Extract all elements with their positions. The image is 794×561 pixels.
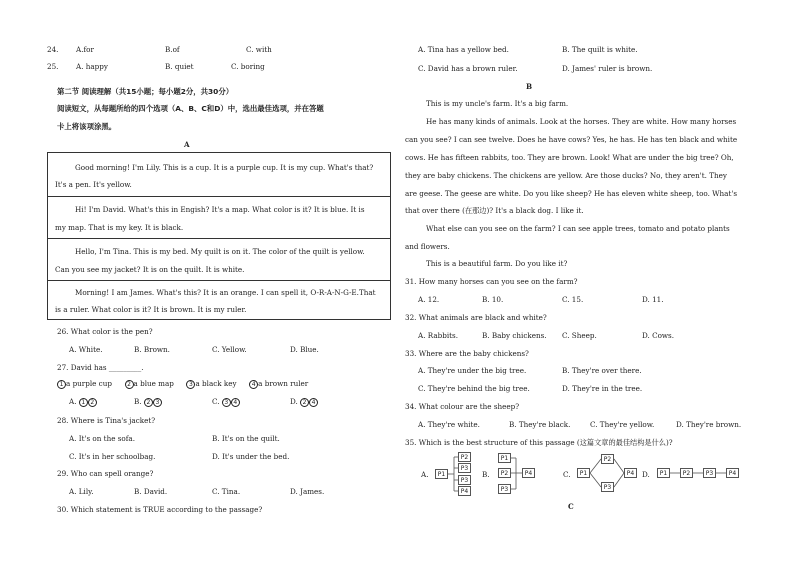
cell-line: Good morning! I'm Lily. This is a cup. It is a purple cup. It is my cup. What's that? — [75, 163, 374, 172]
q35-option-d: D. — [642, 470, 650, 479]
diagram-a-p3b: P3 — [458, 475, 471, 485]
cell-line: Morning! I am James. What's this? It is an orange. I can spell it, O-R-A-N-G-E.That — [75, 288, 376, 297]
diagram-d-p3: P3 — [703, 468, 716, 478]
q26-option-a: A. White. — [69, 345, 103, 354]
diagram-d-p2: P2 — [680, 468, 693, 478]
q31-option-a: A. 12. — [418, 295, 440, 304]
q29-option-b: B. David. — [134, 487, 168, 496]
q32-question: 32. What animals are black and white? — [405, 313, 547, 322]
q28-option-a: A. It's on the sofa. — [69, 434, 135, 443]
diagram-b-p3: P3 — [498, 484, 511, 494]
q27-option-d — [290, 397, 318, 407]
q34-option-b: B. They're black. — [509, 420, 571, 429]
diagram-d-p4: P4 — [726, 468, 739, 478]
option-letter: C. — [212, 397, 220, 406]
diagram-c-p1: P1 — [577, 468, 590, 478]
q34-option-d: D. They're brown. — [676, 420, 742, 429]
passage-b-line: This is my uncle's farm. It's a big farm. — [426, 99, 569, 108]
diagram-a-p3: P3 — [458, 463, 471, 473]
circled-4-icon: 4 — [249, 380, 258, 389]
diagram-c-p3: P3 — [601, 482, 614, 492]
option-letter: A. — [69, 397, 77, 406]
circled-2-icon: 2 — [88, 398, 97, 407]
passage-b-line: and flowers. — [405, 242, 450, 251]
option-letter: D. — [290, 397, 298, 406]
passage-b-line: This is a beautiful farm. Do you like it? — [426, 259, 568, 268]
circled-3-icon: 3 — [222, 398, 231, 407]
q26-option-d: D. Blue. — [290, 345, 319, 354]
structure-diagram-a — [434, 451, 474, 497]
option-letter: B. — [134, 397, 142, 406]
q31-option-d: D. 11. — [642, 295, 664, 304]
instructions-line-2: 卡上将该项涂黑。 — [57, 122, 117, 131]
q33-option-a: A. They're under the big tree. — [418, 366, 527, 375]
q33-question: 33. Where are the baby chickens? — [405, 349, 529, 358]
section-title: 第二节 阅读理解（共15小题；每小题2分，共30分） — [57, 87, 234, 96]
q33-option-d: D. They're in the tree. — [562, 384, 643, 393]
q27-item-3: a black key — [195, 379, 237, 388]
diagram-c-p2: P2 — [601, 454, 614, 464]
q27-item-2: a blue map — [133, 379, 174, 388]
cell-line: is a ruler. What color is it? It is brown. It is my ruler. — [55, 305, 247, 314]
diagram-c-p4: P4 — [624, 468, 637, 478]
q31-option-c: C. 15. — [562, 295, 584, 304]
q32-option-b: B. Baby chickens. — [482, 331, 547, 340]
cell-line: Hi! I'm David. What's this in Engish? It's a map. What color is it? It is blue. It is — [75, 205, 365, 214]
passage-c-label: C — [568, 502, 574, 511]
q31-option-b: B. 10. — [482, 295, 504, 304]
q35-option-a: A. — [421, 470, 429, 479]
passage-cell-david — [48, 197, 390, 239]
diagram-a-p4: P4 — [458, 486, 471, 496]
q32-option-a: A. Rabbits. — [418, 331, 458, 340]
passage-a-table — [47, 152, 391, 320]
structure-diagram-c — [576, 453, 638, 493]
q24-number: 24. — [47, 45, 59, 54]
q30-option-b: B. The quilt is white. — [562, 45, 638, 54]
q27-question: 27. David has _________. — [57, 363, 144, 372]
diagram-a-p2: P2 — [458, 452, 471, 462]
q34-option-a: A. They're white. — [418, 420, 480, 429]
q30-question: 30. Which statement is TRUE according to the passage? — [57, 505, 263, 514]
q35-option-b: B. — [482, 470, 490, 479]
circled-1-icon: 1 — [57, 380, 66, 389]
diagram-d-p1: P1 — [657, 468, 670, 478]
q25-number: 25. — [47, 62, 59, 71]
q27-item-1: a purple cup — [66, 379, 112, 388]
q30-option-c: C. David has a brown ruler. — [418, 64, 518, 73]
circled-4-icon: 4 — [231, 398, 240, 407]
q29-option-a: A. Lily. — [69, 487, 94, 496]
q28-option-d: D. It's under the bed. — [212, 452, 290, 461]
q27-option-c — [212, 397, 240, 407]
cell-line: Can you see my jacket? It is on the quilt. It is white. — [55, 265, 245, 274]
passage-b-line: are geese. The geese are white. Do you like sheep? He has eleven white sheep, too. What's — [405, 189, 738, 198]
q32-option-d: D. Cows. — [642, 331, 675, 340]
passage-cell-tina — [48, 239, 390, 281]
q26-option-c: C. Yellow. — [212, 345, 247, 354]
q27-option-b — [134, 397, 162, 407]
cell-line: my map. That is my key. It is black. — [55, 223, 184, 232]
q29-option-d: D. James. — [290, 487, 325, 496]
passage-b-line: What else can you see on the farm? I can see apple trees, tomato and potato plants — [426, 224, 730, 233]
q26-question: 26. What color is the pen? — [57, 327, 153, 336]
circled-4-icon: 4 — [309, 398, 318, 407]
q24-option-c: C. with — [246, 45, 272, 54]
q24-option-a: A.for — [76, 45, 94, 54]
q28-option-b: B. It's on the quilt. — [212, 434, 280, 443]
q24-option-b: B.of — [165, 45, 180, 54]
q26-option-b: B. Brown. — [134, 345, 170, 354]
circled-2-icon: 2 — [144, 398, 153, 407]
q32-option-c: C. Sheep. — [562, 331, 597, 340]
passage-b-line: they are baby chickens. The chickens are yellow. Are those ducks? No, they aren't. They — [405, 171, 727, 180]
passage-b-line: that over there (在那边)? It's a black dog. I like it. — [405, 206, 584, 215]
q28-option-c: C. It's in her schoolbag. — [69, 452, 156, 461]
diagram-b-p1: P1 — [498, 453, 511, 463]
passage-b-line: cows. He has fifteen rabbits, too. They are brown. Look! What are under the big tree? Oh, — [405, 153, 734, 162]
q35-question: 35. Which is the best structure of this passage (这篇文章的最佳结构是什么)? — [405, 438, 673, 447]
circled-3-icon: 3 — [153, 398, 162, 407]
structure-diagram-b — [497, 452, 537, 496]
q29-option-c: C. Tina. — [212, 487, 241, 496]
q29-question: 29. Who can spell orange? — [57, 469, 154, 478]
instructions-line-1: 阅读短文，从每题所给的四个选项（A、B、C和D）中，选出最佳选项，并在答题 — [57, 104, 324, 113]
q30-option-d: D. James' ruler is brown. — [562, 64, 653, 73]
circled-2-icon: 2 — [300, 398, 309, 407]
q35-option-c: C. — [563, 470, 571, 479]
cell-line: It's a pen. It's yellow. — [55, 180, 132, 189]
q33-option-b: B. They're over there. — [562, 366, 642, 375]
q28-question: 28. Where is Tina's jacket? — [57, 416, 156, 425]
passage-cell-lily — [48, 153, 390, 197]
q34-question: 34. What colour are the sheep? — [405, 402, 520, 411]
q27-items — [57, 379, 308, 389]
q25-option-b: B. quiet — [165, 62, 194, 71]
q25-option-a: A. happy — [76, 62, 108, 71]
passage-b-line: He has many kinds of animals. Look at the horses. They are white. How many horses — [426, 117, 737, 126]
structure-diagram-d — [656, 467, 740, 481]
q27-item-4: a brown ruler — [258, 379, 309, 388]
diagram-a-p1: P1 — [435, 469, 448, 479]
q27-option-a — [69, 397, 97, 407]
q30-option-a: A. Tina has a yellow bed. — [418, 45, 509, 54]
passage-cell-james — [48, 281, 390, 321]
passage-a-label: A — [184, 140, 190, 149]
cell-line: Hello, I'm Tina. This is my bed. My quilt is on it. The color of the quilt is yellow. — [75, 247, 365, 256]
passage-b-line: can you see? I can see twelve. Does he have cows? Yes, he has. He has ten black and white — [405, 135, 738, 144]
q33-option-c: C. They're behind the big tree. — [418, 384, 530, 393]
q34-option-c: C. They're yellow. — [590, 420, 655, 429]
q25-option-c: C. boring — [231, 62, 265, 71]
diagram-b-p4: P4 — [522, 468, 535, 478]
circled-1-icon: 1 — [79, 398, 88, 407]
q31-question: 31. How many horses can you see on the farm? — [405, 277, 578, 286]
diagram-b-p2: P2 — [498, 468, 511, 478]
circled-2-icon: 2 — [125, 380, 134, 389]
passage-b-label: B — [526, 82, 533, 91]
circled-3-icon: 3 — [186, 380, 195, 389]
